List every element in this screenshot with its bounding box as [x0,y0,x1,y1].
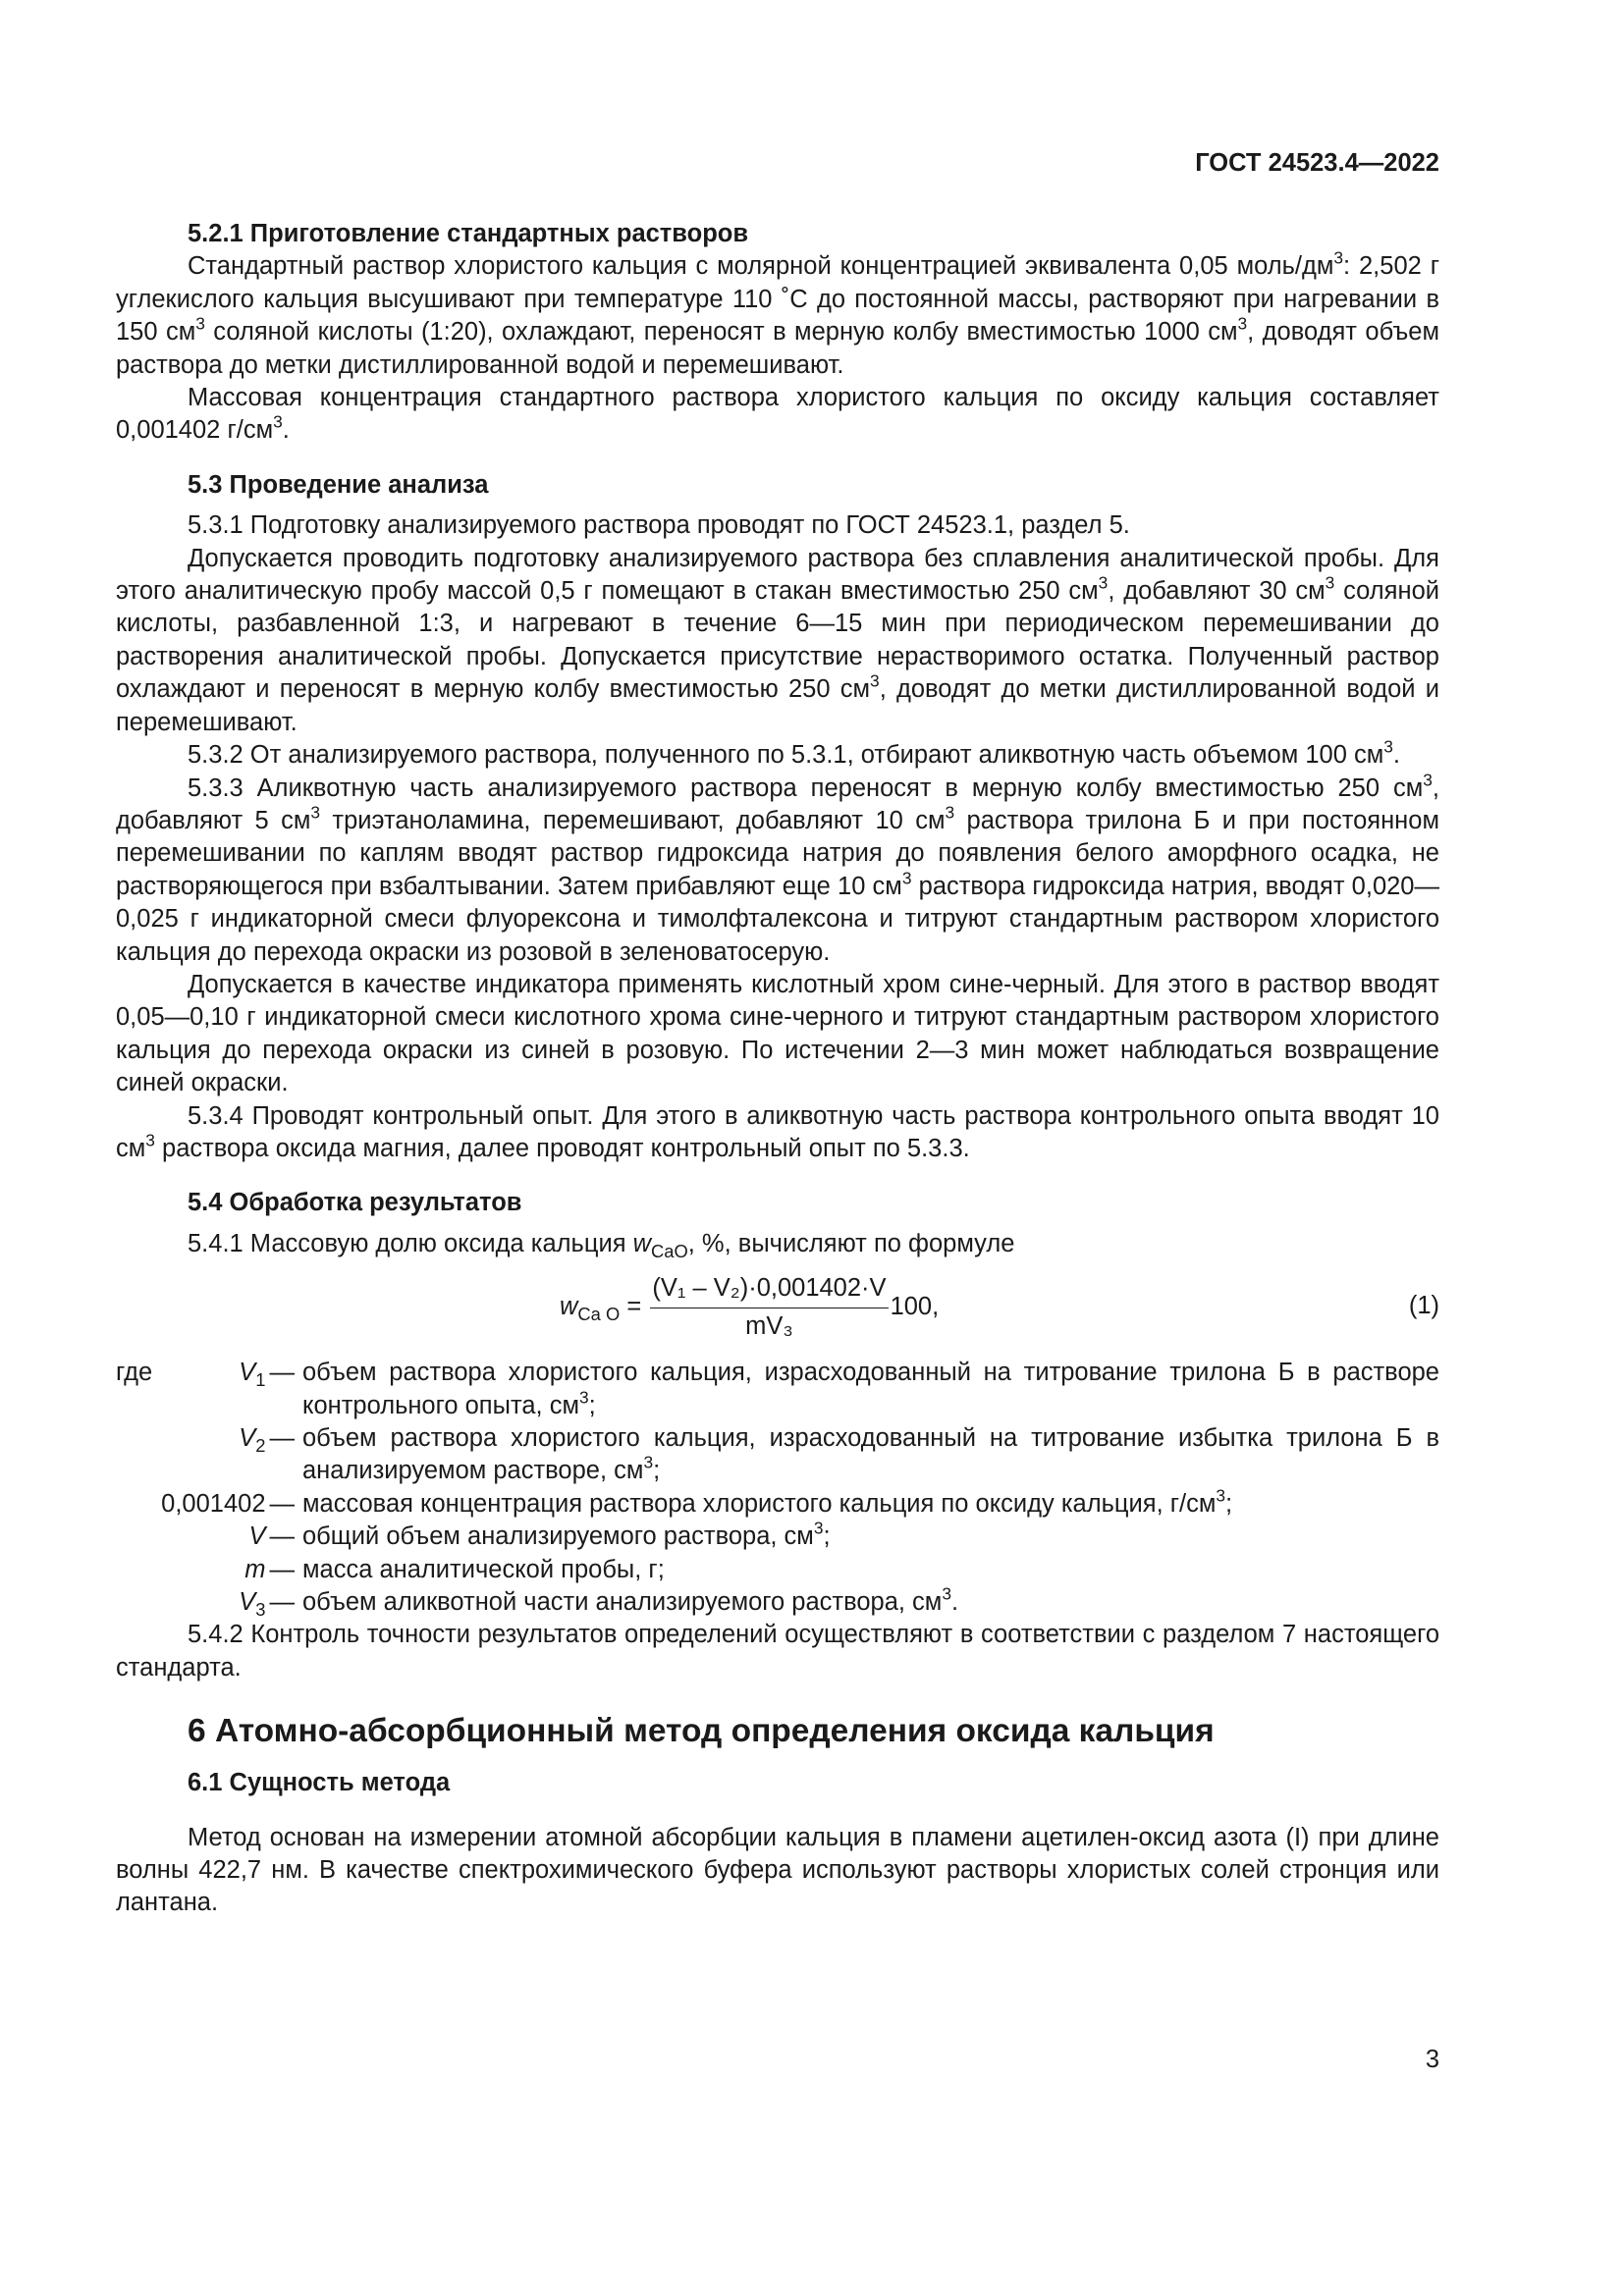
paragraph-indicator: Допускается в качестве индикатора применять кислотный хром сине-черный. Для этого в раствор вводят 0,05—0,10 г индикаторной смеси кислотного хрома сине-черного и титруют стандартным раствором хлористого кальция до перехода окраски из синей в розовую. По истечении 2—3 мин может наблюдаться возвращение синей окраски. [116,970,1439,1097]
variable-desc-concentration: массовая концентрация раствора хлористого кальция по оксиду кальция, $г/см^3$; [302,1485,1233,1518]
heading-5-2-1: 5.2.1 Приготовление стандартных растворов [188,220,749,247]
paragraph-5-4-1: 5.4.1 Массовую долю оксида кальция $w_{CaO}$, %, вычисляют по формуле [188,1229,1015,1261]
variable-symbol-v1: $V_1$ — [239,1359,295,1391]
variable-desc-v2: объем раствора хлористого кальция, израсходованный на титрование избытка трилона Б в анализируемом растворе, $см^3$; [302,1424,1439,1485]
formula-1: $w_{Ca O}$ = $\frac{\text{(V₁ – V₂)·0,001402·V}}{\text{mV₃}}$ 100, [560,1272,939,1343]
variable-definitions [116,1357,1439,1619]
variable-symbol-concentration: 0,001402 — [161,1489,295,1518]
heading-section-6: 6 Атомно-абсорбционный метод определения оксида кальция [188,1713,1215,1750]
page-number: 3 [1425,2046,1439,2073]
variable-symbol-v3: $V_3$ — [239,1588,295,1620]
formula-block [116,1268,1439,1351]
formula-denominator: mV₃ [745,1311,793,1340]
document-code: ГОСТ 24523.4—2022 [1195,149,1439,177]
formula-fraction [650,1272,888,1343]
paragraph-standard-solution: Стандартный раствор хлористого кальция с молярной концентрацией эквивалента 0,05 моль/$дм^3$: 2,502 г углекислого кальция высушивают при температуре 110 ˚С до постоянной массы, растворяют при нагревании в 150 $см^3$ соляной кислоты (1:20), охлаждают, переносят в мерную колбу вместимостью 1000 $см^3$, доводят объем раствора до метки дистиллированной водой и перемешивают. [116,248,1439,379]
paragraph-6-1: Метод основан на измерении атомной абсорбции кальция в пламени ацетилен-оксид азота (I) при длине волны 422,7 нм. В качестве спектрохимического буфера используют растворы хлористых солей стронция или лантана. [116,1823,1439,1917]
variable-desc-v3: объем аликвотной части анализируемого раствора, $см^3$. [302,1583,959,1617]
page-content [116,218,1439,1920]
variable-symbol-v: V — [248,1522,295,1551]
paragraph-5-3-3: 5.3.3 Аликвотную часть анализируемого раствора переносят в мерную колбу вместимостью 250 $см^3$, добавляют 5 $см^3$ триэтаноламина, перемешивают, добавляют 10 $см^3$ раствора трилона Б и при постоянном перемешивании по каплям вводят раствор гидроксида натрия до появления белого аморфного осадка, не растворяющегося при взбалтывании. Затем прибавляют еще 10 $см^3$ раствора гидроксида натрия, вводят 0,020—0,025 г индикаторной смеси флуорексона и тимолфталексона и титруют стандартным раствором хлористого кальция до перехода окраски из розовой в зеленоватосерую. [116,770,1439,966]
where-label: где [116,1359,153,1387]
variable-symbol-v2: $V_2$ — [239,1424,295,1456]
heading-5-3: 5.3 Проведение анализа [188,470,489,499]
heading-6-1: 6.1 Сущность метода [188,1769,451,1797]
paragraph-5-3-1: 5.3.1 Подготовку анализируемого раствора проводят по ГОСТ 24523.1, раздел 5. [188,511,1130,540]
heading-5-4: 5.4 Обработка результатов [188,1189,522,1217]
variable-symbol-m: m — [244,1555,295,1583]
paragraph-5-4-2: 5.4.2 Контроль точности результатов определений осуществляют в соответствии с разделом 7 настоящего стандарта. [116,1621,1439,1682]
variable-desc-v1: объем раствора хлористого кальция, израсходованный на титрование трилона Б в растворе контрольного опыта, $см^3$; [302,1359,1439,1419]
formula-numerator: (V₁ – V₂)·0,001402·V [650,1272,888,1308]
equation-number: (1) [1408,1292,1439,1320]
paragraph-sample-preparation: Допускается проводить подготовку анализируемого раствора без сплавления аналитической пробы. Для этого аналитическую пробу массой 0,5 г помещают в стакан вместимостью 250 $см^3$, добавляют 30 $см^3$ соляной кислоты, разбавленной 1:3, и нагревают в течение 6—15 мин при периодическом перемешивании до растворения аналитической пробы. Допускается присутствие нерастворимого остатка. Полученный раствор охлаждают и переносят в мерную колбу вместимостью 250 $см^3$, доводят до метки дистиллированной водой и перемешивают. [116,544,1439,736]
paragraph-mass-concentration: Массовая концентрация стандартного раствора хлористого кальция по оксиду кальция составляет 0,001402 $г/см^3$. [116,384,1439,445]
variable-desc-v: общий объем анализируемого раствора, $см^3$; [302,1518,831,1551]
paragraph-5-3-2: 5.3.2 От анализируемого раствора, полученного по 5.3.1, отбирают аликвотную часть объемом 100 $см^3$. [188,736,1400,770]
paragraph-5-3-4: 5.3.4 Проводят контрольный опыт. Для этого в аликвотную часть раствора контрольного опыта вводят 10 $см^3$ раствора оксида магния, далее проводят контрольный опыт по 5.3.3. [116,1101,1439,1162]
variable-desc-m: масса аналитической пробы, г; [302,1555,665,1583]
